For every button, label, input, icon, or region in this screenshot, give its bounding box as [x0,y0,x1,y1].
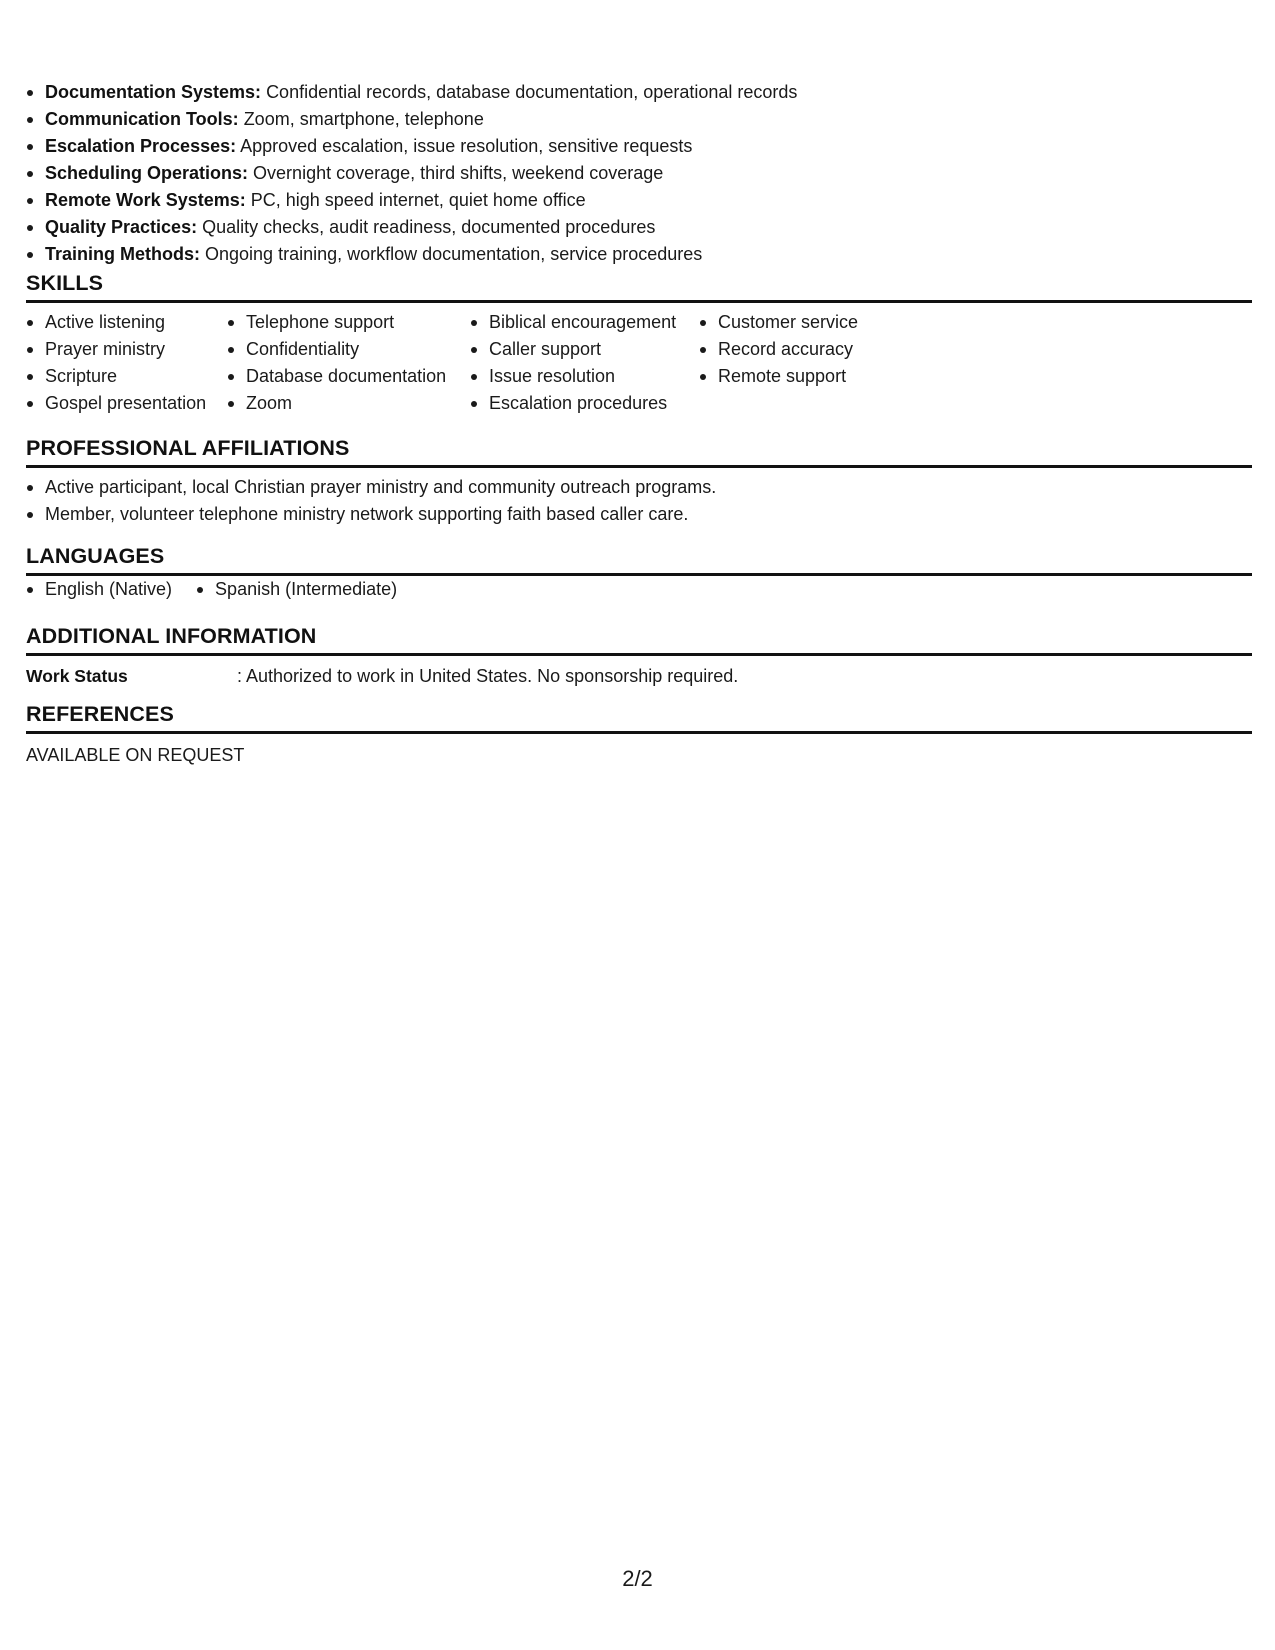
languages-section [26,543,1252,603]
section-divider [26,653,1252,656]
category-text: PC, high speed internet, quiet home office [250,190,586,210]
skill-item: Scripture [26,363,227,390]
list-item [26,187,797,214]
section-title: REFERENCES [26,702,174,726]
skill-item: Active listening [26,309,227,336]
language-item: English (Native) [26,576,172,603]
skills-column [227,309,470,417]
skill-item: Remote support [699,363,919,390]
list-item [26,214,797,241]
work-status-row [26,664,1252,688]
category-label: Scheduling Operations: [45,163,249,183]
skill-item: Telephone support [227,309,470,336]
work-status-label: Work Status [26,666,128,686]
category-text: Zoom, smartphone, telephone [243,109,484,129]
languages-list [26,576,1252,603]
skill-item: Escalation procedures [470,390,699,417]
category-text: Quality checks, audit readiness, documented procedures [202,217,656,237]
skill-item: Confidentiality [227,336,470,363]
work-status-value: : Authorized to work in United States. No sponsorship required. [237,666,739,686]
skills-column [26,309,227,417]
category-label: Communication Tools: [45,109,239,129]
skill-item: Prayer ministry [26,336,227,363]
section-divider [26,300,1252,303]
skill-item: Caller support [470,336,699,363]
section-title: LANGUAGES [26,544,165,568]
category-text: Approved escalation, issue resolution, sensitive requests [240,136,693,156]
language-item: Spanish (Intermediate) [196,576,397,603]
list-item [26,160,797,187]
additional-info-section [26,623,1252,688]
skill-item: Zoom [227,390,470,417]
affiliations-section [26,435,1252,528]
section-title: SKILLS [26,271,104,295]
skill-item: Issue resolution [470,363,699,390]
list-item [26,241,797,268]
list-item: Member, volunteer telephone ministry network supporting faith based caller care. [26,501,1252,528]
category-text: Confidential records, database documentation, operational records [266,82,798,102]
skill-item: Record accuracy [699,336,919,363]
references-text: AVAILABLE ON REQUEST [26,745,245,765]
skills-column [470,309,699,417]
category-text: Ongoing training, workflow documentation, service procedures [205,244,703,264]
category-label: Training Methods: [45,244,200,264]
skill-item: Biblical encouragement [470,309,699,336]
section-title: PROFESSIONAL AFFILIATIONS [26,436,350,460]
section-divider [26,731,1252,734]
references-section [26,701,1252,767]
category-label: Remote Work Systems: [45,190,246,210]
category-label: Escalation Processes: [45,136,237,156]
list-item [26,106,797,133]
skills-section [26,270,1252,417]
skill-item: Gospel presentation [26,390,227,417]
section-title: ADDITIONAL INFORMATION [26,624,317,648]
skill-item: Database documentation [227,363,470,390]
category-label: Documentation Systems: [45,82,262,102]
skills-grid [26,309,1252,417]
category-label: Quality Practices: [45,217,198,237]
skill-item: Customer service [699,309,919,336]
section-divider [26,465,1252,468]
page-number: 2/2 [622,1566,653,1591]
skills-column [699,309,919,417]
tools-category-list [26,79,797,268]
list-item: Active participant, local Christian prayer ministry and community outreach programs. [26,474,1252,501]
list-item [26,133,797,160]
list-item [26,79,797,106]
category-text: Overnight coverage, third shifts, weekend coverage [253,163,664,183]
affiliations-list [26,474,1252,528]
